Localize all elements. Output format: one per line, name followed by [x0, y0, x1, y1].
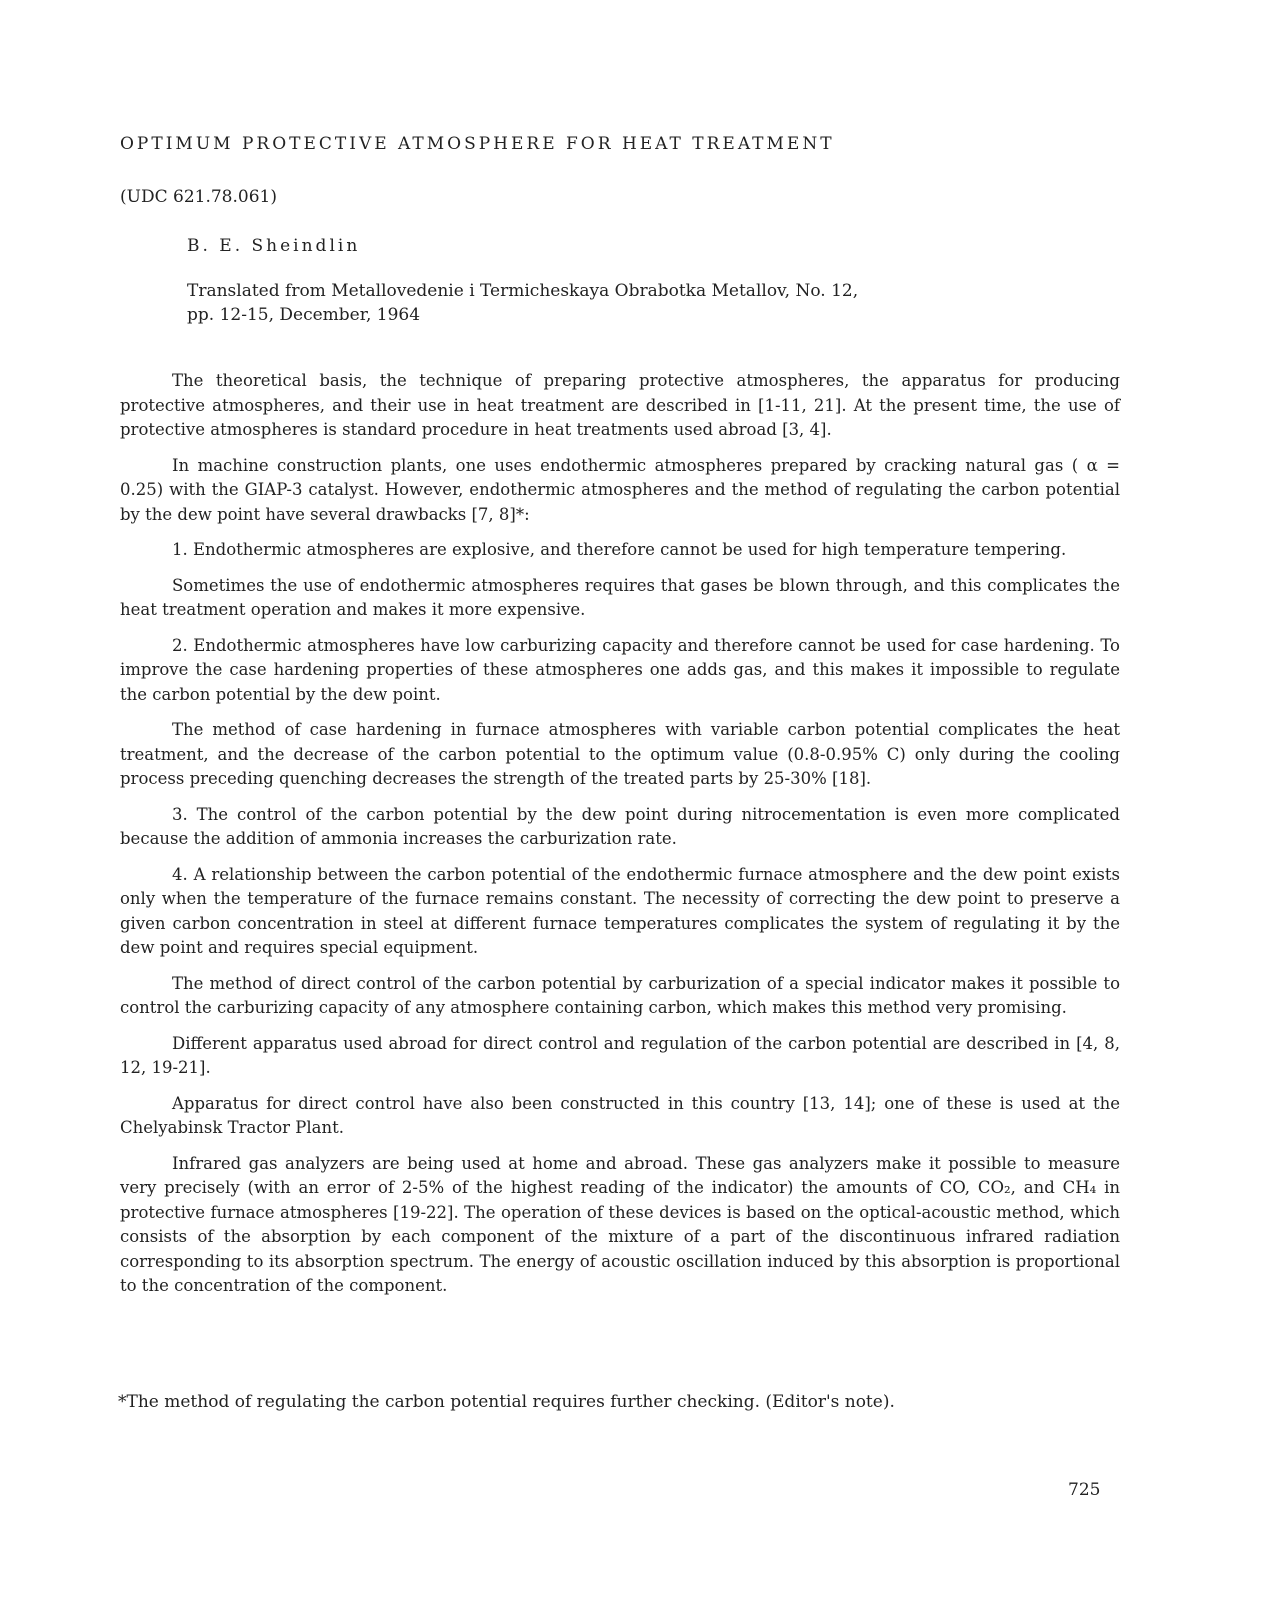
article-title: OPTIMUM PROTECTIVE ATMOSPHERE FOR HEAT TREATMENT [120, 134, 835, 154]
paragraph: Sometimes the use of endothermic atmospheres requires that gases be blown through, and this complicates the heat treatment operation and makes it more expensive. [120, 575, 1120, 619]
paragraph: 3. The control of the carbon potential by the dew point during nitrocementation is even more complicated because the addition of ammonia increases the carburization rate. [120, 804, 1120, 848]
article-body [120, 369, 1120, 1310]
translation-source [187, 279, 858, 327]
paragraph: Infrared gas analyzers are being used at home and abroad. These gas analyzers make it possible to measure very precisely (with an error of 2-5% of the highest reading of the indicator) the amounts of CO, CO₂, and CH₄ in protective furnace atmospheres [19-22]. The operation of these devices is based on the optical-acoustic method, which consists of the absorption by each component of the mixture of a part of the discontinuous infrared radiation corresponding to its absorption spectrum. The energy of acoustic oscillation induced by this absorption is proportional to the concentration of the component. [120, 1153, 1120, 1295]
paragraph: 2. Endothermic atmospheres have low carburizing capacity and therefore cannot be used for case hardening. To improve the case hardening properties of these atmospheres one adds gas, and this makes it impossible to regulate the carbon potential by the dew point. [120, 635, 1120, 704]
paragraph: 4. A relationship between the carbon potential of the endothermic furnace atmosphere and the dew point exists only when the temperature of the furnace remains constant. The necessity of correcting the dew point to preserve a given carbon concentration in steel at different furnace temperatures complicates the system of regulating it by the dew point and requires special equipment. [120, 864, 1120, 957]
paragraph: The method of direct control of the carbon potential by carburization of a special indicator makes it possible to control the carburizing capacity of any atmosphere containing carbon, which makes this method very promising. [120, 973, 1120, 1017]
paragraph: The method of case hardening in furnace atmospheres with variable carbon potential complicates the heat treatment, and the decrease of the carbon potential to the optimum value (0.8-0.95% C) only during the cooling process preceding quenching decreases the strength of the treated parts by 25-30% [18]. [120, 720, 1120, 788]
source-line: Translated from Metallovedenie i Termicheskaya Obrabotka Metallov, No. 12, [187, 281, 859, 301]
udc-code: (UDC 621.78.061) [120, 187, 277, 207]
author-name: B. E. Sheindlin [187, 236, 361, 256]
paragraph: In machine construction plants, one uses endothermic atmospheres prepared by cracking natural gas ( α = 0.25) with the GIAP-3 catalyst. However, endothermic atmospheres and the method of regulating the carbon potential by the dew point have several drawbacks [7, 8]*: [120, 455, 1120, 524]
page-number: 725 [1068, 1480, 1101, 1500]
paragraph: Different apparatus used abroad for direct control and regulation of the carbon potential are described in [4, 8, 12, 19-21]. [120, 1033, 1120, 1077]
paragraph: 1. Endothermic atmospheres are explosive, and therefore cannot be used for high temperature tempering. [172, 540, 1067, 559]
paragraph: Apparatus for direct control have also been constructed in this country [13, 14]; one of these is used at the Chelyabinsk Tractor Plant. [120, 1093, 1120, 1137]
source-line: pp. 12-15, December, 1964 [187, 305, 421, 325]
paragraph: The theoretical basis, the technique of preparing protective atmospheres, the apparatus for producing protective atmospheres, and their use in heat treatment are described in [1-11, 21]. At the present time, the use of protective atmospheres is standard procedure in heat treatments used abroad [3, 4]. [120, 371, 1120, 439]
footnote: *The method of regulating the carbon potential requires further checking. (Editor's note). [118, 1392, 895, 1412]
